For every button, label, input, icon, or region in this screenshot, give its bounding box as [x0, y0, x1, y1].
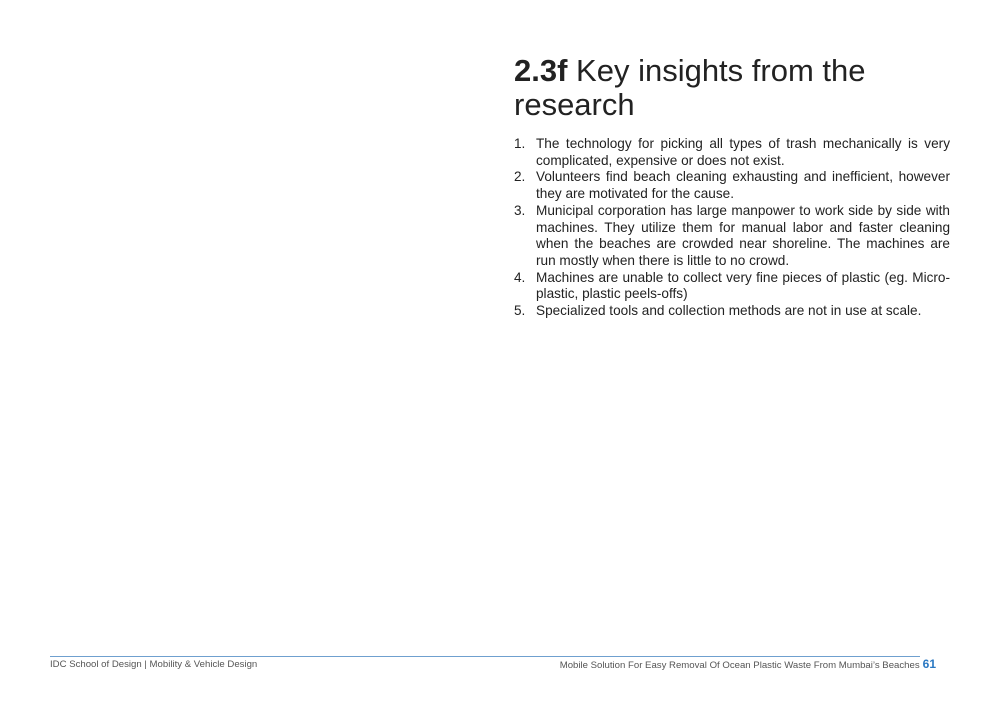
list-item — [514, 136, 950, 169]
list-marker: 3. — [514, 202, 526, 218]
list-marker: 1. — [514, 136, 526, 151]
list-item-text: Machines are unable to collect very fine pieces of plastic (eg. Micro-plastic, plastic peels-offs) — [536, 269, 950, 302]
page-number: 61 — [922, 657, 936, 671]
list-item — [514, 203, 950, 270]
list-item — [514, 169, 950, 202]
section-title: Key insights from the research — [514, 53, 866, 122]
list-item — [514, 270, 950, 303]
footer-project-title — [560, 657, 936, 671]
list-item-text: Specialized tools and collection methods are not in use at scale. — [536, 303, 922, 319]
list-marker: 4. — [514, 269, 526, 285]
footer-institution: IDC School of Design | Mobility & Vehicle Design — [50, 659, 258, 670]
section-heading — [514, 54, 954, 122]
section-number: 2.3f — [514, 53, 568, 88]
footer-title-text: Mobile Solution For Easy Removal Of Ocean Plastic Waste From Mumbai’s Beaches — [559, 660, 920, 671]
list-item-text: Volunteers find beach cleaning exhausting and inefficient, however they are motivated for the cause. — [536, 169, 950, 202]
list-item — [514, 303, 950, 320]
list-item-text: The technology for picking all types of trash mechanically is very complicated, expensive or does not exist. — [536, 136, 950, 168]
list-item-text: Municipal corporation has large manpower to work side by side with machines. They utilize them for manual labor and faster cleaning when the beaches are crowded near shoreline. The machines are run mostly when there is little to no crowd. — [536, 202, 950, 268]
list-marker: 5. — [514, 303, 526, 319]
insights-list — [514, 136, 950, 320]
list-marker: 2. — [514, 169, 526, 185]
